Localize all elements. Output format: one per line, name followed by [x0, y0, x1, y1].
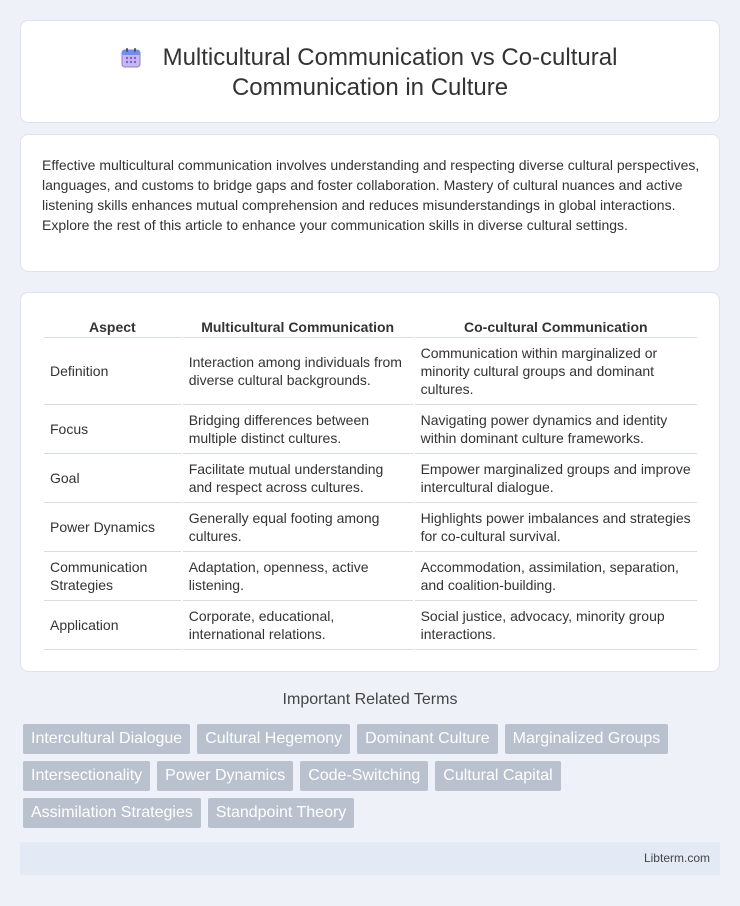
- cell-cocultural: Accommodation, assimilation, separation, and coalition-building.: [415, 552, 697, 601]
- cell-multicultural: Corporate, educational, international relations.: [183, 601, 413, 650]
- intro-paragraph: Effective multicultural communication involves understanding and respecting diverse cultural perspectives, languages, and customs to bridge gaps and foster collaboration. Mastery of cultural nuances and active listening skills enhances mutual comprehension and reduces misunderstandings in global interactions. Explore the rest of this article to enhance your communication skills in diverse cultural settings.: [42, 157, 700, 233]
- cell-multicultural: Facilitate mutual understanding and respect across cultures.: [183, 454, 413, 503]
- related-term-tag[interactable]: Marginalized Groups: [505, 724, 669, 754]
- cell-aspect: Goal: [44, 454, 181, 503]
- table-row: [44, 552, 697, 601]
- cell-aspect: Application: [44, 601, 181, 650]
- cell-multicultural: Generally equal footing among cultures.: [183, 503, 413, 552]
- cell-aspect: Definition: [44, 338, 181, 405]
- page-title-line1: Multicultural Communication vs Co-cultural: [162, 44, 618, 71]
- header-multicultural: Multicultural Communication: [183, 314, 413, 338]
- related-term-tag[interactable]: Assimilation Strategies: [23, 798, 201, 828]
- header-aspect: Aspect: [44, 314, 181, 338]
- related-term-tag[interactable]: Code-Switching: [300, 761, 428, 791]
- related-term-tag[interactable]: Intercultural Dialogue: [23, 724, 190, 754]
- related-term-tag[interactable]: Cultural Hegemony: [197, 724, 350, 754]
- cell-cocultural: Highlights power imbalances and strategies for co-cultural survival.: [415, 503, 697, 552]
- table-row: [44, 454, 697, 503]
- related-terms-list: [23, 724, 703, 828]
- footer-site-link[interactable]: Libterm.com: [643, 851, 710, 865]
- title-card: [20, 20, 720, 123]
- page-title-line2: Communication in Culture: [231, 74, 509, 101]
- cell-multicultural: Bridging differences between multiple distinct cultures.: [183, 405, 413, 454]
- related-terms-title: Important Related Terms: [282, 691, 458, 708]
- table-row: [44, 338, 697, 405]
- table-row: [44, 601, 697, 650]
- comparison-table-card: [20, 292, 720, 672]
- cell-cocultural: Empower marginalized groups and improve intercultural dialogue.: [415, 454, 697, 503]
- intro-card: [20, 134, 720, 272]
- cell-cocultural: Communication within marginalized or minority cultural groups and dominant cultures.: [415, 338, 697, 405]
- cell-multicultural: Interaction among individuals from diverse cultural backgrounds.: [183, 338, 413, 405]
- page-title: [21, 43, 719, 103]
- cell-aspect: Focus: [44, 405, 181, 454]
- cell-aspect: Communication Strategies: [44, 552, 181, 601]
- related-term-tag[interactable]: Cultural Capital: [435, 761, 560, 791]
- cell-multicultural: Adaptation, openness, active listening.: [183, 552, 413, 601]
- table-row: [44, 503, 697, 552]
- related-term-tag[interactable]: Dominant Culture: [357, 724, 498, 754]
- comparison-table: [42, 314, 699, 650]
- cell-aspect: Power Dynamics: [44, 503, 181, 552]
- cell-cocultural: Social justice, advocacy, minority group interactions.: [415, 601, 697, 650]
- related-term-tag[interactable]: Power Dynamics: [157, 761, 293, 791]
- footer: [20, 842, 720, 875]
- header-cocultural: Co-cultural Communication: [415, 314, 697, 338]
- table-header-row: [44, 314, 697, 338]
- table-row: [44, 405, 697, 454]
- related-term-tag[interactable]: Standpoint Theory: [208, 798, 354, 828]
- cell-cocultural: Navigating power dynamics and identity within dominant culture frameworks.: [415, 405, 697, 454]
- related-term-tag[interactable]: Intersectionality: [23, 761, 150, 791]
